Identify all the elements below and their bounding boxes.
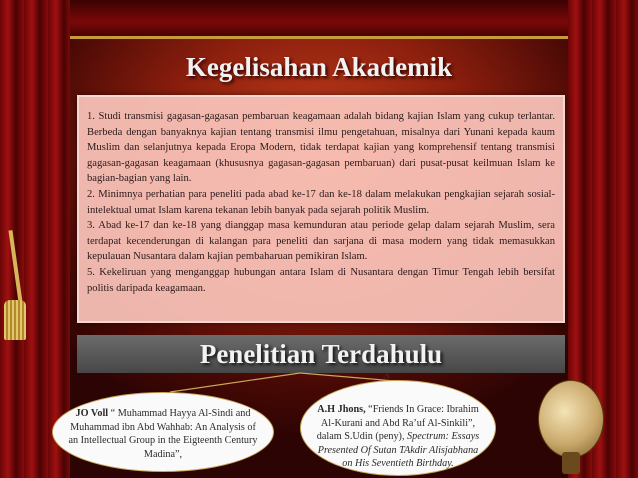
section-title: Penelitian Terdahulu xyxy=(77,335,565,373)
paragraph-1: 1. Studi transmisi gagasan-gagasan pembaruan keagamaan adalah bidang kajian Islam yang cukup terlantar. Berbeda dengan banyaknya kajian tentang transmisi ilmu pengetahuan, misalnya dari Yunani kepada kaum Muslim dan selanjutnya kepada Eropa Modern, tidak terdapat kajian yang komprehensif tentang transmisi gagasan-gagasan keagamaan (khususnya gagasan-gagasan pembaruan) dari pusat-pusat keilmuan Islam ke bagian-bagian yang lain. xyxy=(87,111,555,185)
work-title: “ Muhammad Hayya Al-Sindi and Muhammad ibn Abd Wahhab: An Analysis of an Intellectual Group in the Eigteenth Century Madina”, xyxy=(68,408,258,460)
author-name: A.H Jhons, xyxy=(317,404,366,415)
slide-title: Kegelisahan Akademik xyxy=(185,52,453,82)
prior-research-jhons xyxy=(300,380,496,476)
work-title: “Friends In Grace: Ibrahim Al-Kurani and Abd Ra’uf Al-Sinkili”, dalam S.Udin (peny), xyxy=(316,404,479,442)
book-title-tail: Birthday. xyxy=(413,458,454,469)
prior-research-voll xyxy=(52,392,274,472)
globe-stand xyxy=(562,452,580,474)
author-name: JO Voll xyxy=(75,408,109,419)
paragraph-3: 3. Abad ke-17 dan ke-18 yang dianggap masa kemunduran atau periode gelap dalam sejarah Muslim, sera terdapat kecenderungan di kalangan para peneliti dan sarjana di masa modern yang tidak memasukkan kepulauan Nusantara dalam kajian pembaharuan pemikiran Islam. xyxy=(87,220,555,263)
book-title: Spectrum: Essays Presented Of Sutan TAkdir Alisjabhana on His Seventieth xyxy=(317,431,480,469)
paragraph-5: 5. Kekeliruan yang menganggap hubungan antara Islam di Nusantara dengan Timur Tengah lebih bersifat politis daripada keagamaan. xyxy=(87,266,555,294)
connector-line-left xyxy=(170,373,300,392)
globe-icon xyxy=(538,380,604,458)
paragraph-2: 2. Minimnya perhatian para peneliti pada abad ke-17 dan ke-18 dalam melakukan pengkajian sejarah sosial-intelektual umat Islam karena tekanan lebih banyak pada sejarah politik Muslim. xyxy=(87,188,555,216)
small-mark: A xyxy=(384,371,390,380)
